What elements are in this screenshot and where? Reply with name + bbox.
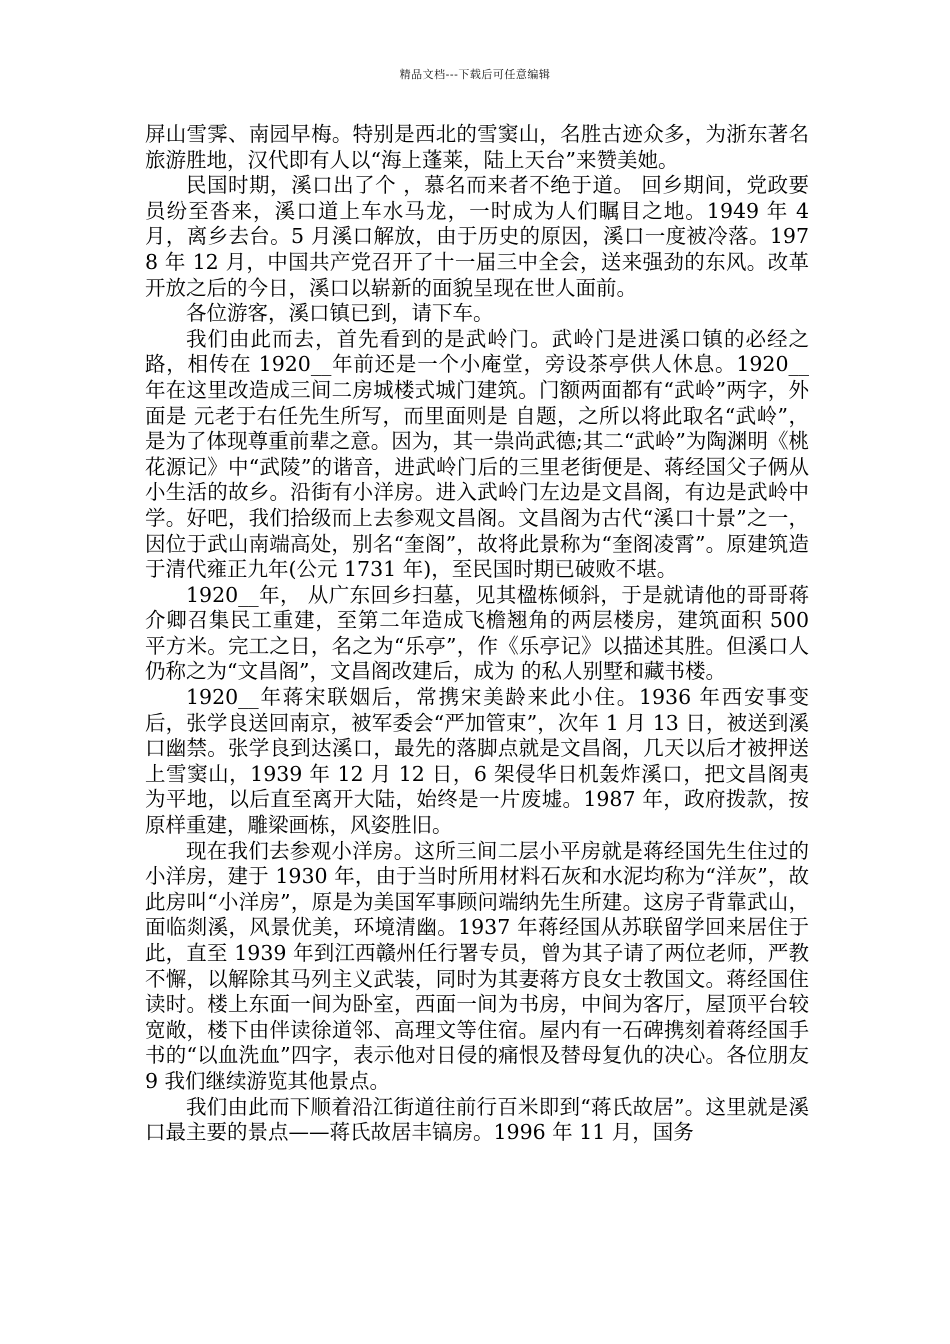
paragraph-5: 1920__年， 从广东回乡扫墓，见其楹栋倾斜，于是就请他的哥哥蒋介卿召集民工重建，至第二年造成飞檐翘角的两层楼房，建筑面积 500 平方米。完工之日，名之为“乐亭”，作《乐亭记》以描述其胜。但溪口人仍称之为“文昌阁”，文昌阁改建后，成为 的私人别墅和藏书楼。: [145, 582, 816, 684]
paragraph-2: 民国时期，溪口出了个 ，慕名而来者不绝于道。 回乡期间，党政要员纷至沓来，溪口道上车水马龙，一时成为人们瞩目之地。1949 年 4 月，离乡去台。5 月溪口解放，由于历史的原因，溪口一度被冷落。1978 年 12 月，中国共产党召开了十一届三中全会，送来强劲的东风。改革开放之后的今日，溪口以崭新的面貌呈现在世人面前。: [145, 173, 816, 300]
paragraph-4: 我们由此而去，首先看到的是武岭门。武岭门是进溪口镇的必经之路，相传在 1920__年前还是一个小庵堂，旁设茶亭供人休息。1920__年在这里改造成三间二房城楼式城门建筑。门额两面都有“武岭”两字，外面是 元老于右任先生所写，而里面则是 自题，之所以将此取名“武岭”，是为了体现尊重前辈之意。因为，其一祟尚武德;其二“武岭”为陶渊明《桃花源记》中“武陵”的谐音，进武岭门后的三里老街便是、蒋经国父子俩从小生活的故乡。沿街有小洋房。进入武岭门左边是文昌阁，有边是武岭中学。好吧，我们拾级而上去参观文昌阁。文昌阁为古代“溪口十景”之一，因位于武山南端高处，别名“奎阁”，故将此景称为“奎阁凌霄”。原建筑造于清代雍正九年(公元 1731 年)，至民国时期已破败不堪。: [145, 326, 809, 582]
paragraph-8: 我们由此而下顺着沿江街道往前行百米即到“蒋氏故居”。这里就是溪口最主要的景点——蒋氏故居丰镐房。1996 年 11 月，国务: [145, 1094, 809, 1145]
document-body: [145, 122, 816, 1146]
paragraph-7: 现在我们去参观小洋房。这所三间二层小平房就是蒋经国先生住过的小洋房，建于 1930 年，由于当时所用材料石灰和水泥均称为“洋灰”，故此房叫“小洋房”，原是为美国军事顾问端纳先生所建。这房子背靠武山，面临剡溪，风景优美，环境清幽。1937 年蒋经国从苏联留学回来居住于此，直至 1939 年到江西赣州任行署专员，曾为其子请了两位老师，严教不懈，以解除其马列主义武装，同时为其妻蒋方良女士教国文。蒋经国住读时。楼上东面一间为卧室，西面一间为书房，中间为客厅，屋顶平台较宽敞，楼下由伴读徐道邻、高理文等住宿。屋内有一石碑携刻着蒋经国手书的“以血洗血”四字，表示他对日侵的痛恨及替母复仇的决心。各位朋友 9 我们继续游览其他景点。: [145, 838, 816, 1093]
page-header: 精品文档---下载后可任意编辑: [399, 68, 551, 81]
paragraph-6: 1920__年蒋宋联姻后，常携宋美龄来此小住。1936 年西安事变后，张学良送回南京，被军委会“严加管束”，次年 1 月 13 日，被送到溪口幽禁。张学良到达溪口，最先的落脚点就是文昌阁，几天以后才被押送上雪窦山，1939 年 12 月 12 日，6 架侵华日机轰炸溪口，把文昌阁夷为平地，以后直至离开大陆，始终是一片废墟。1987 年，政府拨款，按原样重建，雕梁画栋，风姿胜旧。: [145, 685, 809, 838]
paragraph-3: 各位游客，溪口镇已到，请下车。: [186, 301, 494, 326]
paragraph-1: 屏山雪霁、南园早梅。特别是西北的雪窦山，名胜古迹众多，为浙东著名旅游胜地，汉代即有人以“海上蓬莱，陆上天台”来赞美她。: [145, 122, 809, 172]
